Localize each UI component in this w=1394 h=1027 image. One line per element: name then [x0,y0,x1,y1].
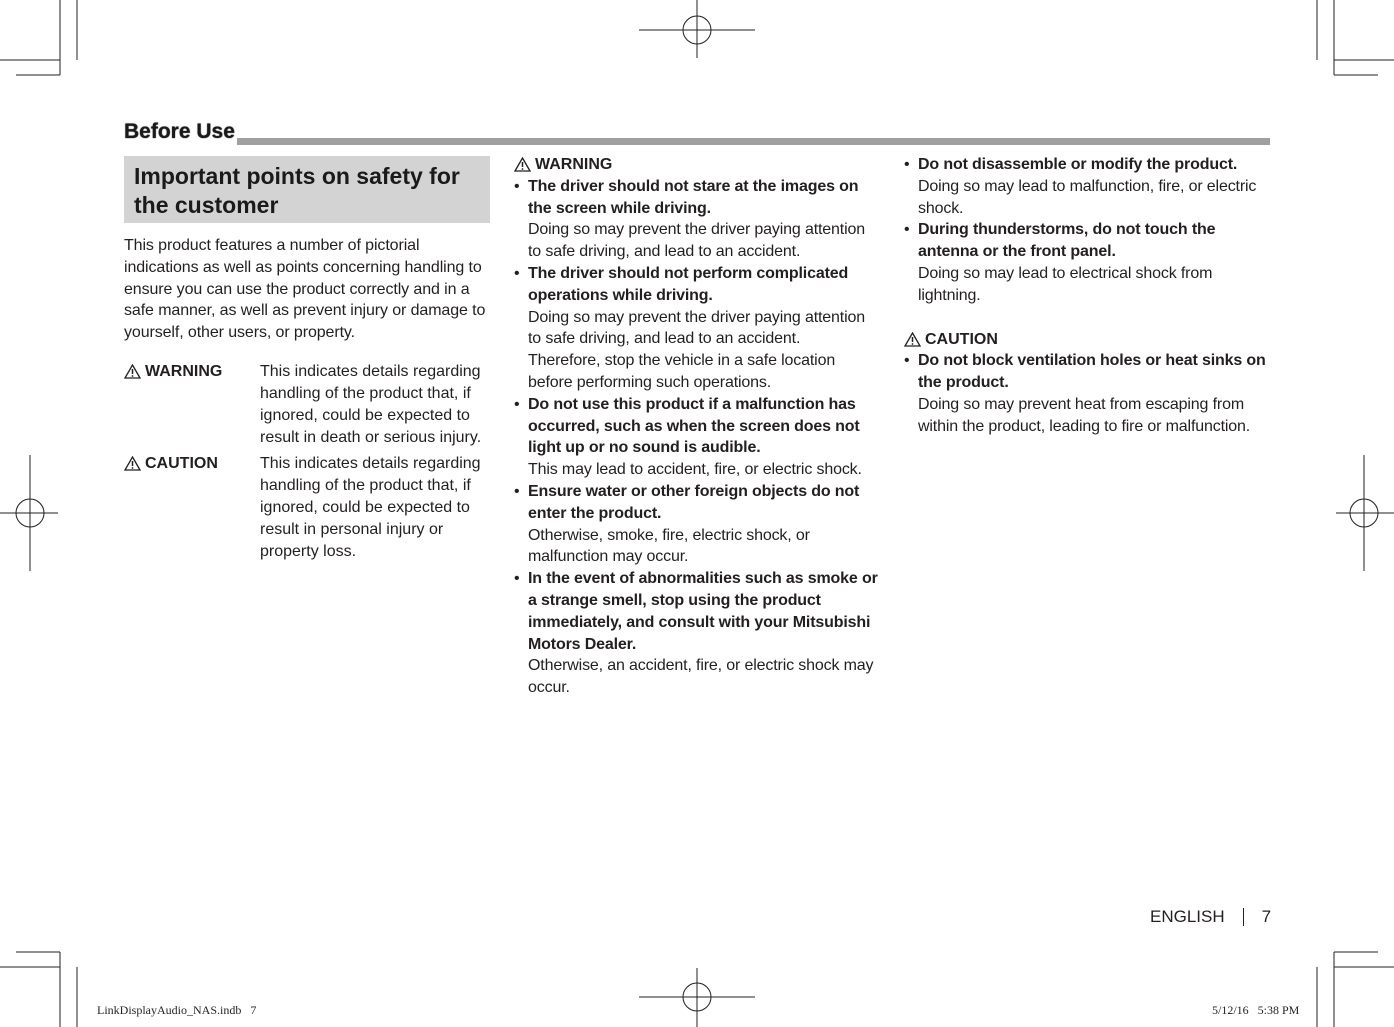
warning-item [514,481,880,568]
caution-item [904,350,1270,437]
section-spacer [904,307,1270,329]
page-number: 7 [1261,907,1272,926]
caution-heading [904,329,1270,351]
footer-language: ENGLISH [1150,907,1225,926]
warning-triangle-icon [514,157,531,172]
column-3 [904,154,1270,438]
legend-warning [124,361,490,449]
caution-item-title: Do not block ventilation holes or heat sinks on the product. [918,352,1266,392]
slug-date: 5/12/16 5:38 PM [1212,1003,1300,1017]
warning-item [514,176,880,263]
legend-label-warning: WARNING [145,362,223,380]
warning-item-text: Doing so may prevent the driver paying attention to safe driving, and lead to an accident. [528,221,865,261]
bullet-dot: • [514,395,520,413]
warning-item-title: During thunderstorms, do not touch the antenna or the front panel. [918,221,1216,261]
warning-item-title: The driver should not stare at the images on the screen while driving. [528,177,859,217]
warning-item-title: Ensure water or other foreign objects do not enter the product. [528,482,860,522]
column-2 [514,154,880,699]
footer-divider [1243,908,1244,926]
intro-paragraph: This product features a number of pictorial indications as well as points concerning handling to ensure you can use the product correctly and in a safe manner, as well as prevent injury or damage to yourself, other users, or property. [124,237,486,342]
warning-item-text: Otherwise, an accident, fire, or electric shock may occur. [528,657,874,697]
warning-item-text: This may lead to accident, fire, or electric shock. [528,461,862,479]
caution-heading-label: CAUTION [925,330,998,348]
warning-heading [514,154,880,176]
warning-item-title: The driver should not perform complicated operations while driving. [528,264,849,304]
bullet-dot: • [514,264,520,282]
caution-triangle-icon [904,332,921,347]
warning-item [514,263,880,394]
bullet-dot: • [904,352,910,370]
legend-label-caution: CAUTION [145,454,218,472]
warning-item-text: Doing so may prevent the driver paying attention to safe driving, and lead to an accident. [528,308,865,348]
legend-caution [124,453,490,563]
warning-item-text: Therefore, stop the vehicle in a safe location before performing such operations. [528,352,836,391]
legend-desc-warning: This indicates details regarding handling of the product that, if ignored, could be expected to result in death or serious injury. [260,362,482,446]
slug-filename: LinkDisplayAudio_NAS.indb 7 [97,1003,257,1017]
warning-item [904,219,1270,306]
page-footer [1150,907,1271,927]
column-1 [124,156,490,563]
caution-triangle-icon [124,456,141,471]
warning-triangle-icon [124,364,141,379]
bullet-dot: • [904,221,910,239]
warning-item [904,154,1270,219]
warning-item [514,394,880,481]
warning-heading-label: WARNING [535,156,613,173]
section-title: Before Use [124,120,235,143]
warning-item-title: In the event of abnormalities such as smoke or a strange smell, stop using the product immediately, and consult with your Mitsubishi Motors Dealer. [528,570,878,653]
warning-item-text: Doing so may lead to malfunction, fire, or electric shock. [918,177,1257,217]
page-heading: Important points on safety for the customer [124,156,490,223]
warning-item-title: Do not disassemble or modify the product. [918,156,1238,173]
warning-item-text: Otherwise, smoke, fire, electric shock, or malfunction may occur. [528,526,810,566]
warning-item [514,568,880,699]
warning-item-text: Doing so may lead to electrical shock from lightning. [918,264,1213,304]
warning-item-title: Do not use this product if a malfunction has occurred, such as when the screen does not light up or no sound is audible. [528,395,860,457]
legend-desc-caution: This indicates details regarding handling of the product that, if ignored, could be expected to result in personal injury or property loss. [260,454,481,560]
bullet-dot: • [904,156,910,173]
bullet-dot: • [514,570,520,588]
section-rule [237,138,1270,145]
caution-item-text: Doing so may prevent heat from escaping from within the product, leading to fire or malfunction. [918,395,1251,435]
bullet-dot: • [514,177,520,195]
bullet-dot: • [514,482,520,500]
